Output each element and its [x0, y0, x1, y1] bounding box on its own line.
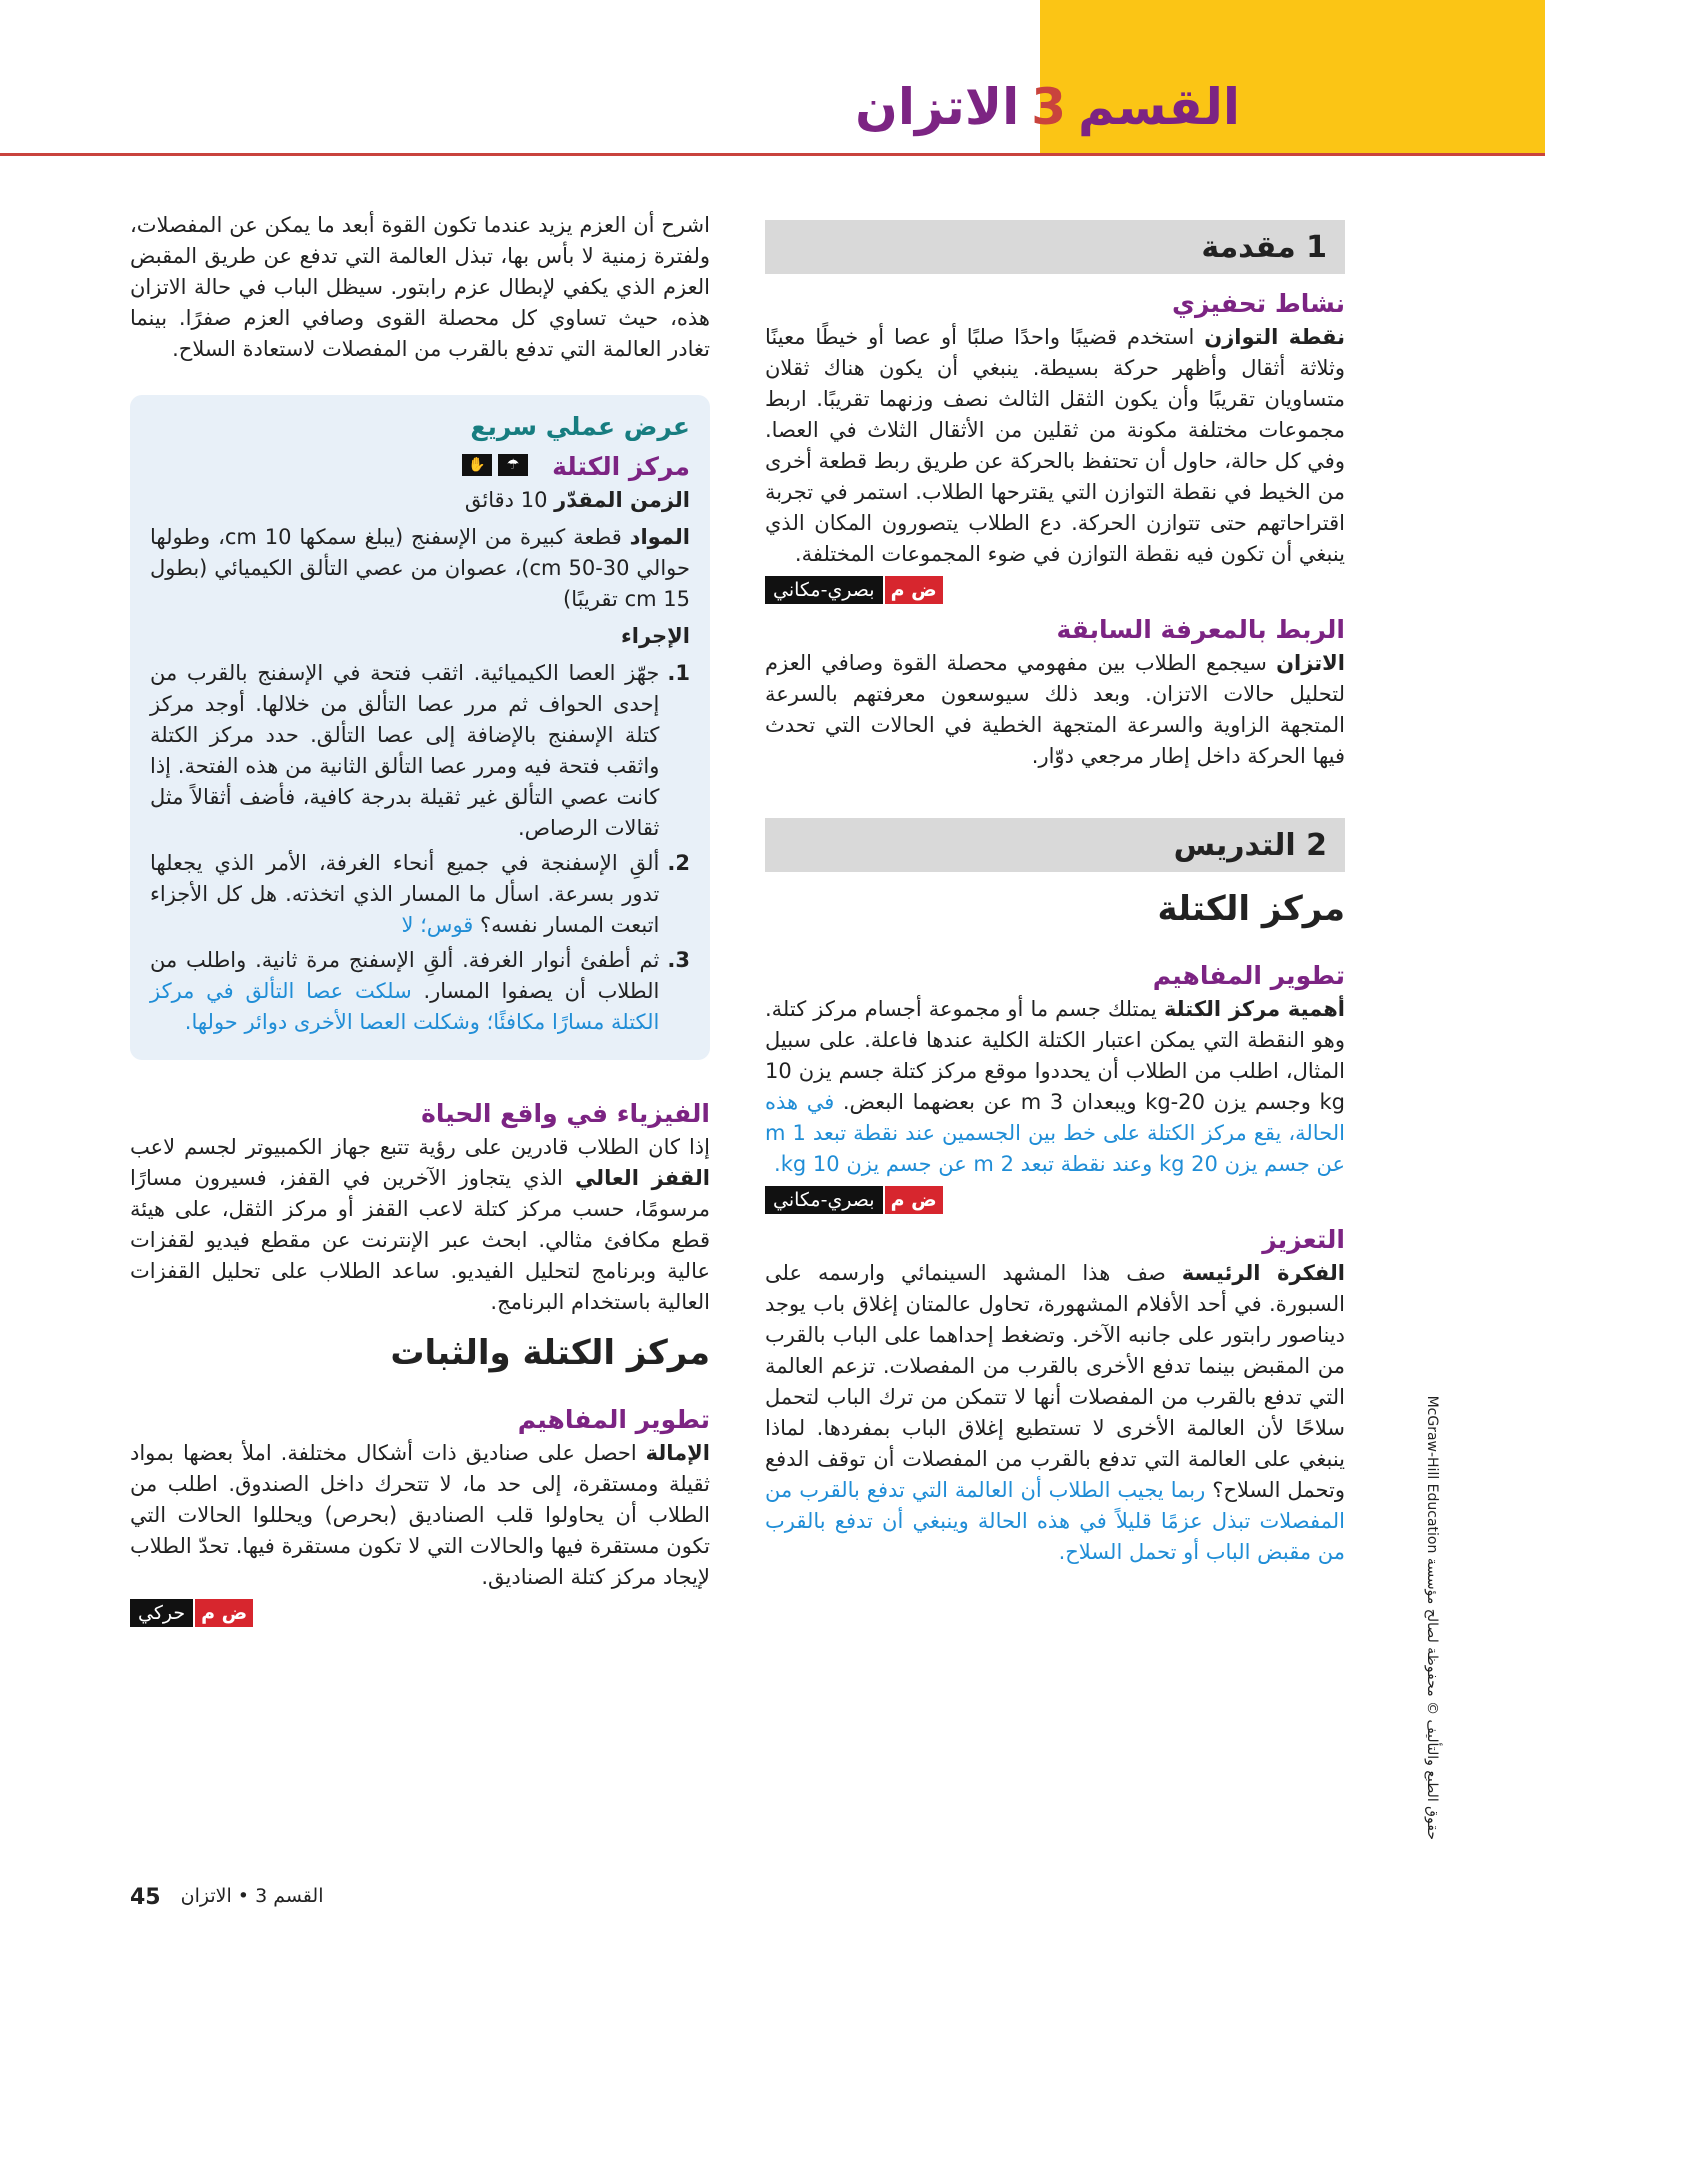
- footer-section-number: 3: [255, 1885, 268, 1907]
- quick-demo-box: [130, 395, 710, 1060]
- demo-subtitle-row: [150, 445, 690, 485]
- tag-row-3: [130, 1599, 710, 1627]
- step-3-body: [150, 945, 659, 1038]
- materials-keyword: المواد: [629, 525, 690, 549]
- hands-on-icon: ✋: [462, 454, 492, 476]
- explain-paragraph: اشرح أن العزم يزيد عندما تكون القوة أبعد ما يمكن عن المفصلات، ولفترة زمنية لا بأس بها، تبذل العالمة التي تدفع عن طريق المقبض العزم الذي يكفي لإبطال عزم رابتور. سيظل الباب في حالة الاتزان هذه، حيث تساوي كل محصلة القوى وصافي العزم صفرًا. بينما تغادر العالمة التي تدفع بالقرب من المفصلات لاستعادة السلاح.: [130, 213, 710, 361]
- page-footer: [130, 1885, 323, 1910]
- tag-row-2: [765, 1186, 1345, 1214]
- real-life-title: الفيزياء في واقع الحياة: [421, 1099, 710, 1128]
- demo-icons: [462, 454, 528, 476]
- procedure-heading: الإجراء: [621, 624, 690, 648]
- section-label-teach: 2 التدريس: [1173, 827, 1327, 863]
- chapter-number: 3: [1031, 78, 1066, 136]
- balance-text: استخدم قضيبًا واحدًا صلبًا أو عصا أو خيطًا معينًا وثلاثة أثقال وأظهر حركة بسيطة. ينبغي أن يكون هناك ثقلان متساويان تقريبًا وأن يكون الثقل الثالث نصف وزنهما تقريبًا. اربط مجموعات مختلفة مكونة من ثقلين من الأثقال الثلاث في العصا. وفي كل حالة، حاول أن تحتفظ بالحركة عن طريق ربط قطعة أخرى من الخيط في نقطة التوازن التي يقترحها الطلاب. استمر في تجربة اقتراحاتهم حتى تتوازن الحركة. دع الطلاب يتصورون المكان الذي ينبغي أن تكون فيه نقطة التوازن في ضوء المجموعات المختلفة.: [765, 325, 1345, 566]
- importance-paragraph: [765, 994, 1345, 1180]
- step-1: [150, 658, 690, 844]
- importance-text: يمتلك جسم ما أو مجموعة أجسام مركز كتلة. وهو النقطة التي يمكن اعتبار الكتلة الكلية عندها فاعلة. على سبيل المثال، اطلب من الطلاب أن يحددوا موقع مركز كتلة جسم يزن 10 kg وجسم يزن 20-kg ويبعدان 3 m عن بعضهما البعض.: [765, 997, 1345, 1114]
- balance-keyword: نقطة التوازن: [1204, 325, 1345, 349]
- chapter-title: [855, 78, 1240, 136]
- main-idea-text: صف هذا المشهد السينمائي وارسمه على السبورة. في أحد الأفلام المشهورة، تحاول عالمتان إغلاق باب يوجد ديناصور رابتور على جانبه الآخر. وتضغط إحداهما على الباب بالقرب من المقبض بينما تدفع الأخرى بالقرب من المفصلات. تزعم العالمة التي تدفع بالقرب من المفصلات أنها لا تتمكن من ترك الباب لتحمل سلاحًا لأن العالمة الأخرى لا تستطيع إغلاق الباب بمفردها. لماذا ينبغي على العالمة التي تدفع بالقرب من المفصلات أن توقف الدفع وتحمل السلاح؟: [765, 1261, 1345, 1502]
- prior-paragraph: [765, 648, 1345, 772]
- main-idea-answer: ربما يجيب الطلاب أن العالمة التي تدفع بالقرب من المفصلات تبذل عزمًا قليلاً في هذه الحالة وينبغي أن تدفع بالقرب من مقبض الباب أو تحمل السلاح.: [765, 1478, 1345, 1564]
- materials-text: قطعة كبيرة من الإسفنج (يبلغ سمكها 10 cm، وطولها حوالي 30-50 cm)، عصوان من عصي التألق الكيميائي (بطول 15 cm تقريبًا): [150, 525, 690, 611]
- real-life-text-b: الذي يتجاوز الآخرين في القفز، فسيرون مسارًا مرسومًا، حسب مركز كتلة لاعب القفز أو مركز الثقل، على هيئة قطع مكافئ مثالي. ابحث عبر الإنترنت عن مقطع فيديو لقفزات عالية وبرنامج لتحليل الفيديو. ساعد الطلاب على تحليل القفزات العالية باستخدام البرنامج.: [130, 1166, 710, 1314]
- reinforce-title: التعزيز: [1262, 1225, 1345, 1254]
- tilt-keyword: الإمالة: [645, 1441, 710, 1465]
- tag-black-1: بصري-مكاني: [765, 576, 883, 604]
- tag-black-2: بصري-مكاني: [765, 1186, 883, 1214]
- high-jump-keyword: القفز العالي: [574, 1166, 710, 1190]
- step-2-answer: قوس؛ لا: [401, 913, 474, 937]
- chapter-name: الاتزان: [855, 78, 1020, 136]
- center-of-mass-title: مركز الكتلة: [1157, 889, 1345, 929]
- copyright-note: حقوق الطبع والتأليف © محفوظة لصالح مؤسسة McGraw-Hill Education: [1424, 1395, 1440, 1840]
- tilt-paragraph: [130, 1438, 710, 1593]
- materials-line: [150, 522, 690, 615]
- tag-red-3: ض م: [195, 1599, 253, 1627]
- left-column: [130, 210, 710, 1635]
- step-3: [150, 945, 690, 1038]
- step-2: [150, 848, 690, 941]
- main-idea-paragraph: [765, 1258, 1345, 1568]
- time-line: [150, 485, 690, 516]
- tag-black-3: حركي: [130, 1599, 193, 1627]
- step-3-text: ثم أطفئ أنوار الغرفة. ألقِ الإسفنج مرة ثانية. واطلب من الطلاب أن يصفوا المسار.: [150, 948, 660, 1003]
- footer-section-word: القسم: [273, 1885, 324, 1907]
- develop-concepts-title: تطوير المفاهيم: [1152, 961, 1345, 990]
- spacer: [765, 778, 1345, 818]
- demo-subtitle: مركز الكتلة: [552, 452, 690, 481]
- stability-title: مركز الكتلة والثبات: [390, 1333, 710, 1373]
- footer-chapter: [181, 1885, 324, 1910]
- page-number: 45: [130, 1885, 161, 1910]
- main-idea-keyword: الفكرة الرئيسة: [1181, 1261, 1345, 1285]
- real-life-text-a: إذا كان الطلاب قادرين على رؤية تتبع جهاز الكمبيوتر لجسم لاعب: [130, 1135, 710, 1159]
- importance-answer: في هذه الحالة، يقع مركز الكتلة على خط بين الجسمين عند نقطة تبعد 1 m عن جسم يزن 20 kg وعند نقطة تبعد 2 m عن جسم يزن 10 kg.: [765, 1090, 1345, 1176]
- footer-title: الاتزان: [180, 1885, 232, 1907]
- header-rule: [0, 153, 1545, 156]
- chapter-word: القسم: [1078, 78, 1240, 136]
- step-1-number: 1.: [667, 661, 690, 685]
- tag-red-2: ض م: [885, 1186, 943, 1214]
- prior-knowledge-title: الربط بالمعرفة السابقة: [1056, 615, 1345, 644]
- right-column: [765, 220, 1345, 1574]
- tag-red-1: ض م: [885, 576, 943, 604]
- time-keyword: الزمن المقدّر: [554, 488, 690, 512]
- importance-keyword: أهمية مركز الكتلة: [1163, 997, 1345, 1021]
- step-3-answer: سلكت عصا التألق في مركز الكتلة مسارًا مكافئًا؛ وشكلت العصا الأخرى دوائر حولها.: [150, 979, 660, 1034]
- step-2-body: [150, 848, 659, 941]
- tag-row-1: [765, 576, 1345, 604]
- step-2-number: 2.: [667, 851, 690, 875]
- step-1-text: جهّز العصا الكيميائية. اثقب فتحة في الإسفنج بالقرب من إحدى الحواف ثم مرر عصا التألق من خلالها. أوجد مركز كتلة الإسفنج بالإضافة إلى عصا التألق. حدد مركز الكتلة واثقب فتحة فيه ومرر عصا التألق الثانية من هذه الفتحة. إذا كانت عصي التألق غير ثقيلة بدرجة كافية، فأضف أثقالاً مثل ثقالات الرصاص.: [150, 661, 660, 840]
- time-text: 10 دقائق: [464, 488, 555, 512]
- activity-title: نشاط تحفيزي: [1172, 289, 1345, 318]
- balance-paragraph: [765, 322, 1345, 570]
- quick-demo-title: عرض عملي سريع: [470, 412, 690, 441]
- section-bar-intro: [765, 220, 1345, 274]
- section-bar-teach: [765, 818, 1345, 872]
- tilt-text: احصل على صناديق ذات أشكال مختلفة. املأ بعضها بمواد ثقيلة ومستقرة، إلى حد ما، لا تتحرك داخل الصندوق. اطلب من الطلاب أن يحاولوا قلب الصناديق (بحرص) ويحللوا الحالات التي تكون مستقرة فيها والحالات التي لا تكون مستقرة فيها. تحدّ الطلاب لإيجاد مركز كتلة الصناديق.: [130, 1441, 710, 1589]
- step-3-number: 3.: [667, 948, 690, 972]
- prior-text: سيجمع الطلاب بين مفهومي محصلة القوة وصافي العزم لتحليل حالات الاتزان. وبعد ذلك سيوسعون معرفتهم بالسرعة المتجهة الزاوية والسرعة المتجهة الخطية في الحالات التي تحدث فيها الحركة داخل إطار مرجعي دوّار.: [765, 651, 1345, 768]
- section-label-intro: 1 مقدمة: [1201, 229, 1327, 265]
- footer-dot: •: [237, 1885, 250, 1907]
- prior-keyword: الاتزان: [1276, 651, 1345, 675]
- safety-icon: ☂: [498, 454, 528, 476]
- real-life-paragraph: [130, 1132, 710, 1318]
- develop-concepts-title-2: تطوير المفاهيم: [517, 1405, 710, 1434]
- step-2-text: ألقِ الإسفنجة في جميع أنحاء الغرفة، الأمر الذي يجعلها تدور بسرعة. اسأل ما المسار الذي اتخذته. هل كل الأجزاء اتبعت المسار نفسه؟: [150, 851, 660, 937]
